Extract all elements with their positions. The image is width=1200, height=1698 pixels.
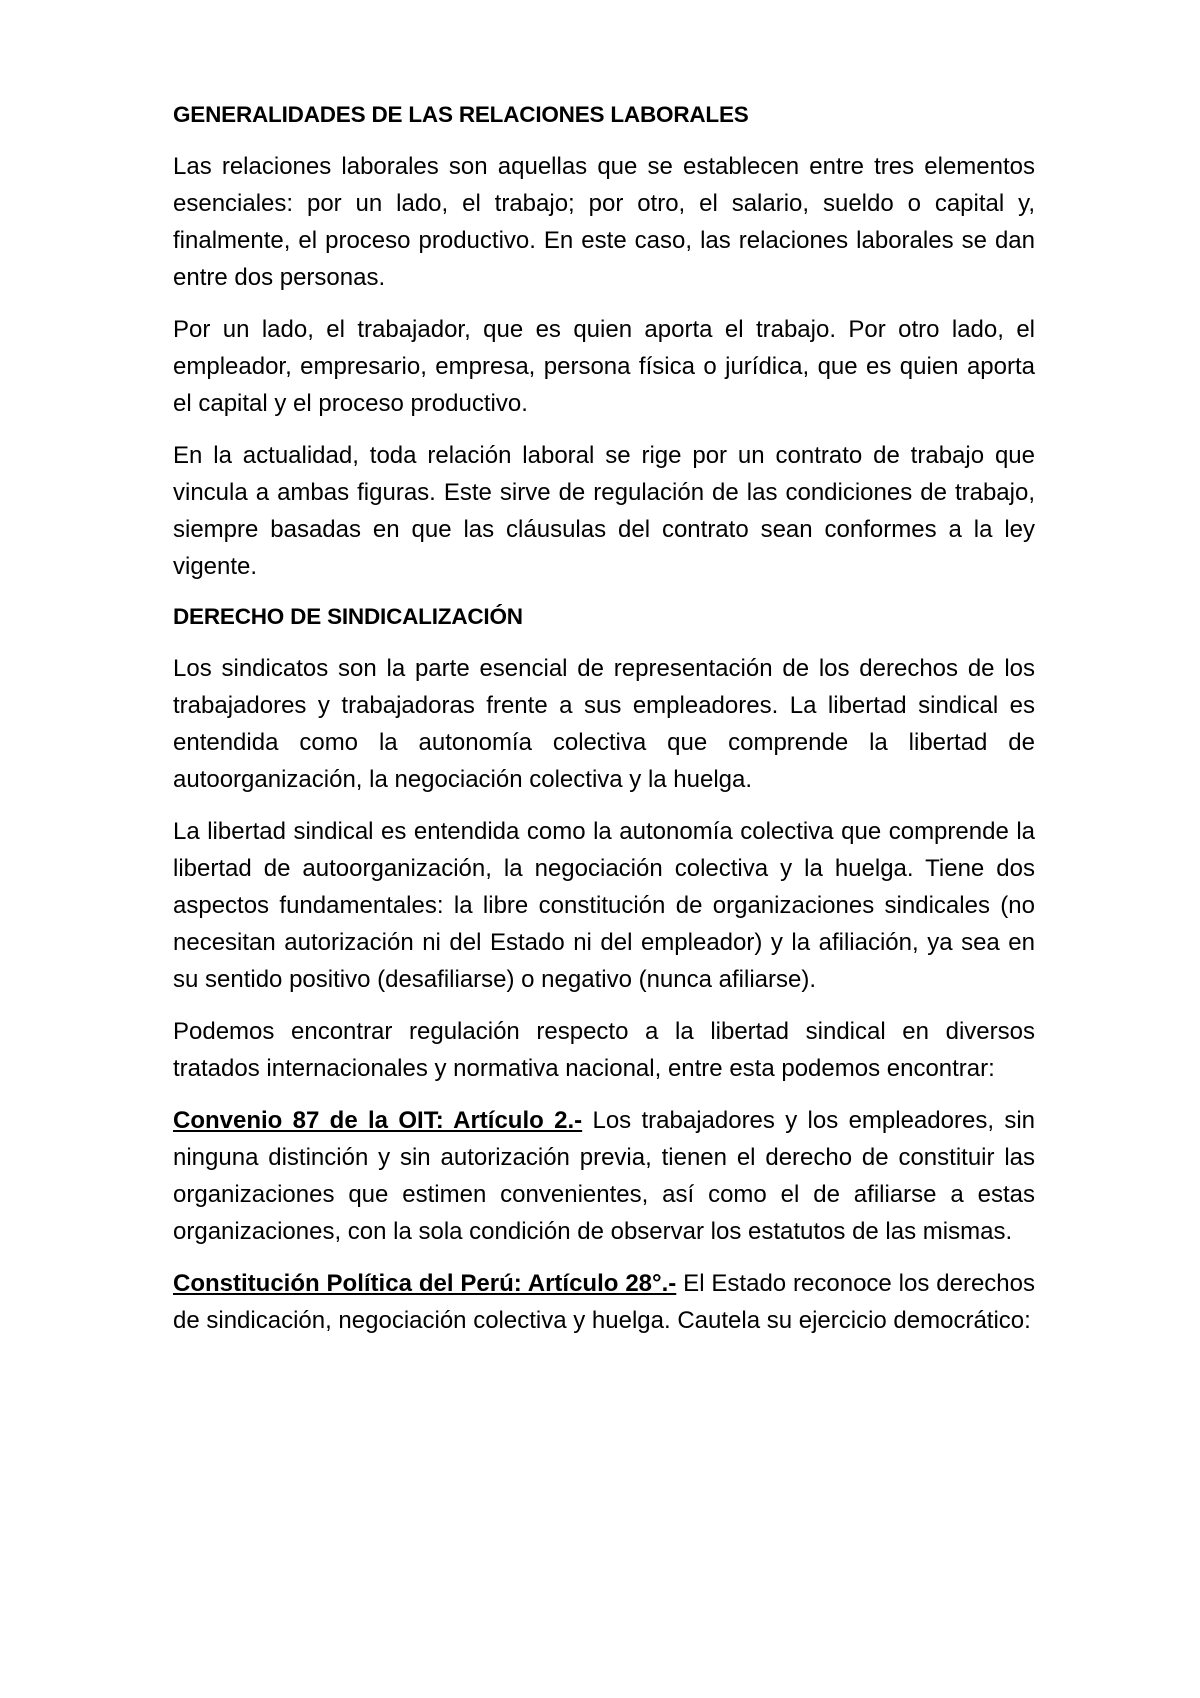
section-heading-sindicalizacion: DERECHO DE SINDICALIZACIÓN	[173, 604, 523, 629]
section-heading-generalidades: GENERALIDADES DE LAS RELACIONES LABORALES	[173, 102, 749, 127]
legal-reference-text: Los trabajadores y los empleadores, sin ninguna distinción y sin autorización previa, tienen el derecho de constituir las organizaciones que estimen convenientes, así como el de afiliarse a estas organizaciones, con la sola condición de observar los estatutos de las mismas.	[173, 1107, 1035, 1245]
legal-reference-title: Constitución Política del Perú: Artículo 28°.-	[173, 1270, 677, 1297]
legal-reference-text: El Estado reconoce los derechos de sindicación, negociación colectiva y huelga. Cautela su ejercicio democrático:	[173, 1270, 1035, 1334]
legal-reference-title: Convenio 87 de la OIT: Artículo 2.-	[173, 1107, 583, 1134]
document-page	[173, 98, 1035, 1354]
paragraph: En la actualidad, toda relación laboral se rige por un contrato de trabajo que vincula a ambas figuras. Este sirve de regulación de las condiciones de trabajo, siempre basadas en que las cláusulas del contrato sean conformes a la ley vigente.	[173, 442, 1035, 580]
paragraph: Por un lado, el trabajador, que es quien aporta el trabajo. Por otro lado, el empleador, empresario, empresa, persona física o jurídica, que es quien aporta el capital y el proceso productivo.	[173, 316, 1035, 417]
paragraph: Podemos encontrar regulación respecto a la libertad sindical en diversos tratados internacionales y normativa nacional, entre esta podemos encontrar:	[173, 1018, 1035, 1082]
paragraph: Los sindicatos son la parte esencial de representación de los derechos de los trabajadores y trabajadoras frente a sus empleadores. La libertad sindical es entendida como la autonomía colectiva que comprende la libertad de autoorganización, la negociación colectiva y la huelga.	[173, 655, 1035, 793]
legal-reference-oit	[173, 1102, 1035, 1250]
legal-reference-constitucion	[173, 1265, 1035, 1339]
paragraph: Las relaciones laborales son aquellas que se establecen entre tres elementos esenciales: por un lado, el trabajo; por otro, el salario, sueldo o capital y, finalmente, el proceso productivo. En este caso, las relaciones laborales se dan entre dos personas.	[173, 153, 1035, 291]
paragraph: La libertad sindical es entendida como la autonomía colectiva que comprende la libertad de autoorganización, la negociación colectiva y la huelga. Tiene dos aspectos fundamentales: la libre constitución de organizaciones sindicales (no necesitan autorización ni del Estado ni del empleador) y la afiliación, ya sea en su sentido positivo (desafiliarse) o negativo (nunca afiliarse).	[173, 818, 1035, 993]
